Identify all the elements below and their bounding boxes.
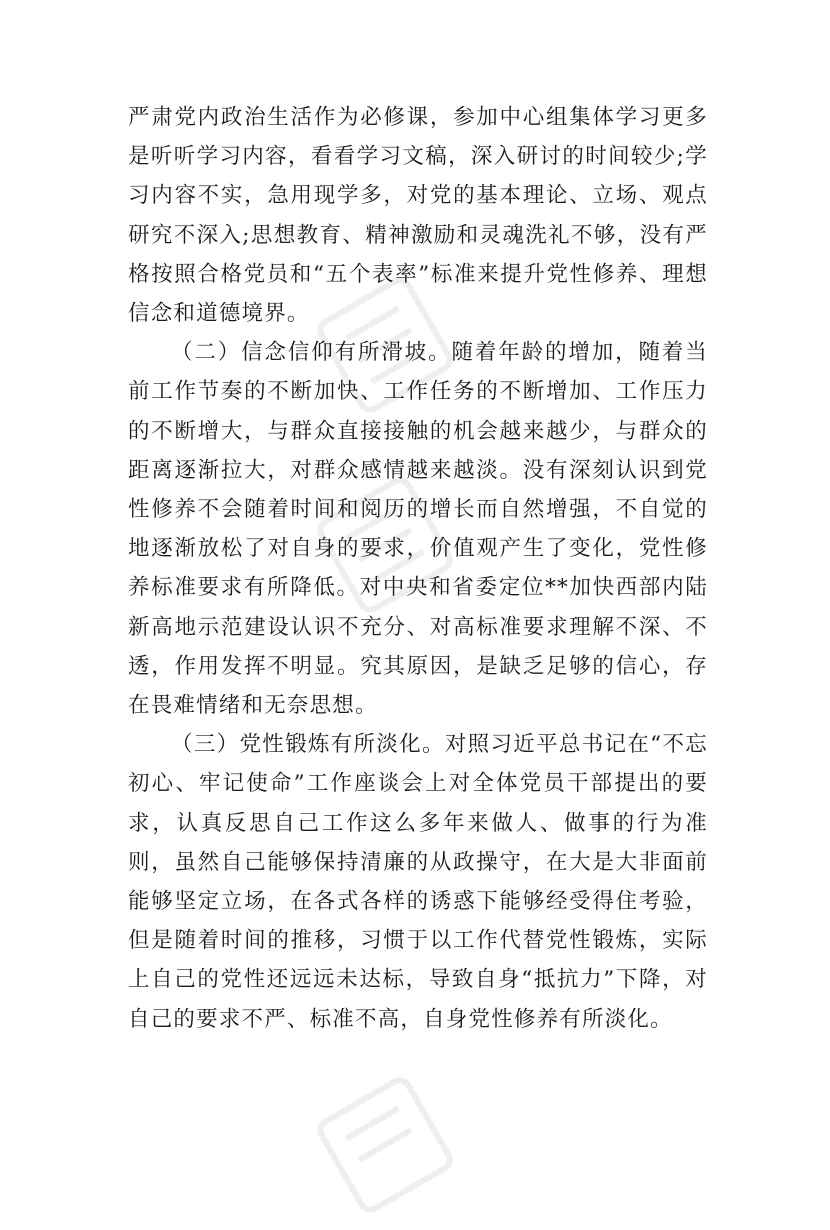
paragraph-text: 随着年龄的增加，随着当前工作节奏的不断加快、工作任务的不断增加、工作压力的不断增大，与群众直接接触的机会越来越少，与群众的距离逐渐拉大，对群众感情越来越淡。没有深刻认识到党性修养不会随着时间和阅历的增长而自然增强，不自觉的地逐渐放松了对自身的要求，价值观产生了变化，党性修养标准要求有所降低。对中央和省委定位**加快西部内陆新高地示范建设认识不充分、对高标准要求理解不深、不透，作用发挥不明显。究其原因，是缺乏足够的信心，存在畏难情绪和无奈思想。 bbox=[128, 340, 709, 719]
watermark-seal bbox=[300, 1060, 470, 1230]
paragraph-text: 严肃党内政治生活作为必修课，参加中心组集体学习更多是听听学习内容，看看学习文稿，深入研讨的时间较少;学习内容不实，急用现学多，对党的基本理论、立场、观点研究不深入;思想教育、精神激励和灵魂洗礼不够，没有严格按照合格党员和“五个表率”标准来提升党性修养、理想信念和道德境界。 bbox=[128, 105, 708, 327]
paragraph-text: 对照习近平总书记在“不忘初心、牢记使命”工作座谈会上对全体党员干部提出的要求，认真反思自己工作这么多年来做人、做事的行为准则，虽然自己能够保持清廉的从政操守，在大是大非面前能够坚定立场，在各式各样的诱惑下能够经受得住考验，但是随着时间的推移，习惯于以工作代替党性锻炼，实际上自己的党性还远远未达标，导致自身“抵抗力”下降，对自己的要求不严、标准不高，自身党性修养有所淡化。 bbox=[128, 732, 708, 1032]
paragraph-heading: （二）信念信仰有所滑坡。 bbox=[171, 340, 452, 366]
paragraph-continuation bbox=[128, 98, 708, 333]
paragraph-faith-decline bbox=[128, 333, 708, 725]
paragraph-heading: （三）党性锻炼有所淡化。 bbox=[171, 732, 445, 758]
document-body bbox=[128, 98, 708, 1039]
paragraph-party-training bbox=[128, 725, 708, 1039]
